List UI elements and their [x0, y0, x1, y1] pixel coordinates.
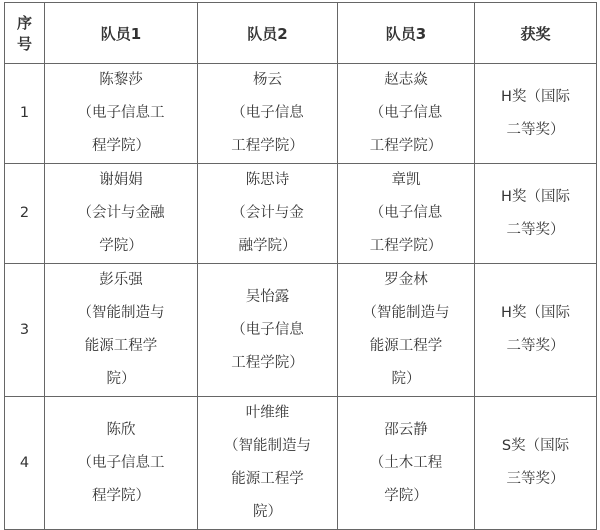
cell-member: [45, 264, 198, 397]
cell-line: 学院）: [99, 238, 143, 254]
header-member3: 队员3: [338, 3, 475, 64]
table-row: [5, 64, 597, 164]
cell-seq: 3: [5, 264, 45, 397]
cell-line: （土木工程: [369, 454, 443, 471]
cell-line: 程学院）: [92, 138, 150, 154]
cell-line: 工程学院）: [369, 238, 443, 254]
cell-line: 院）: [253, 504, 282, 520]
cell-line: 赵志焱: [384, 72, 428, 88]
cell-line: （智能制造与: [224, 438, 311, 454]
table-row: [5, 397, 597, 530]
cell-member: [338, 397, 475, 530]
cell-line: （智能制造与: [77, 305, 165, 321]
header-member1: 队员1: [45, 3, 198, 64]
cell-line: 院）: [391, 371, 421, 387]
cell-line: 叶维维: [245, 405, 290, 421]
cell-line: 陈思诗: [245, 172, 290, 188]
cell-seq: 1: [5, 64, 45, 164]
cell-line: （电子信息工: [77, 105, 165, 121]
cell-line: （电子信息: [369, 205, 443, 221]
cell-line: H奖（国际: [501, 305, 570, 321]
cell-line: 吴怡露: [245, 288, 290, 305]
cell-line: 二等奖）: [506, 121, 565, 138]
cell-line: 二等奖）: [506, 221, 565, 238]
cell-line: 工程学院）: [231, 354, 304, 371]
cell-seq: 4: [5, 397, 45, 530]
cell-line: H奖（国际: [501, 88, 570, 105]
cell-line: 彭乐强: [99, 272, 143, 288]
cell-member: [198, 397, 338, 530]
cell-line: 罗金林: [384, 272, 428, 288]
header-award: 获奖: [475, 3, 597, 64]
cell-line: 工程学院）: [231, 138, 304, 154]
cell-line: 章凯: [391, 172, 421, 188]
cell-award: [475, 164, 597, 264]
cell-line: 谢娟娟: [99, 172, 143, 188]
cell-line: （会计与金: [231, 205, 304, 221]
cell-line: 能源工程学: [231, 471, 304, 487]
cell-line: （电子信息: [231, 105, 304, 121]
cell-line: 工程学院）: [369, 138, 443, 154]
header-seq: 序 号: [5, 3, 45, 64]
cell-member: [45, 397, 198, 530]
cell-member: [198, 264, 338, 397]
cell-line: 院）: [106, 371, 136, 387]
cell-seq: 2: [5, 164, 45, 264]
header-member2: 队员2: [198, 3, 338, 64]
cell-member: [198, 164, 338, 264]
table-body: [5, 64, 597, 530]
cell-line: （会计与金融: [77, 205, 165, 221]
header-row: [5, 3, 597, 64]
cell-line: 二等奖）: [506, 338, 565, 354]
cell-line: 学院）: [384, 487, 428, 504]
cell-line: H奖（国际: [501, 188, 570, 205]
cell-line: 融学院）: [238, 238, 297, 254]
cell-line: S奖（国际: [501, 438, 570, 454]
cell-member: [198, 64, 338, 164]
awards-table-container: [4, 2, 596, 520]
table-row: [5, 164, 597, 264]
cell-line: 陈欣: [106, 421, 136, 438]
cell-award: [475, 64, 597, 164]
cell-member: [338, 64, 475, 164]
cell-line: 杨云: [253, 72, 282, 88]
cell-line: 能源工程学: [369, 338, 443, 354]
cell-line: 程学院）: [92, 487, 150, 504]
cell-line: 三等奖）: [506, 471, 565, 487]
table-row: [5, 264, 597, 397]
cell-award: [475, 264, 597, 397]
cell-line: （智能制造与: [362, 305, 450, 321]
cell-line: 邵云静: [384, 421, 428, 438]
cell-member: [338, 264, 475, 397]
cell-line: （电子信息工: [77, 454, 165, 471]
awards-table: [4, 2, 597, 530]
cell-award: [475, 397, 597, 530]
cell-line: （电子信息: [369, 105, 443, 121]
cell-line: 陈黎莎: [99, 72, 143, 88]
cell-line: （电子信息: [231, 321, 304, 338]
cell-member: [45, 64, 198, 164]
cell-member: [338, 164, 475, 264]
cell-member: [45, 164, 198, 264]
cell-line: 能源工程学: [84, 338, 158, 354]
